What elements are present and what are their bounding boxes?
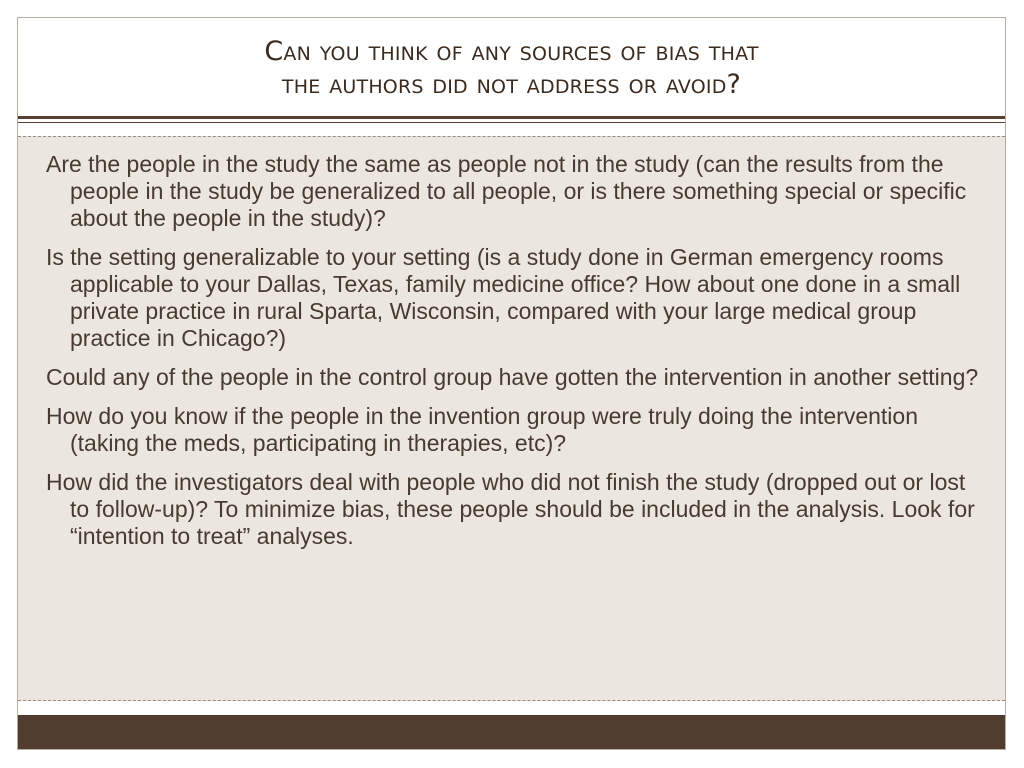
bullet-adherence: How do you know if the people in the invention group were truly doing the intervention (taking the meds, participating in therapies, etc)? [46, 403, 918, 456]
title-divider-thick [18, 116, 1005, 119]
bullet-generalizability-people: Are the people in the study the same as people not in the study (can the results from the people in the study be generalized to all people, or is there something special or specific about the people in the study)? [46, 151, 967, 231]
bullet-control-group-contamination: Could any of the people in the control group have gotten the intervention in another setting? [46, 364, 979, 390]
title-line-1: Can you think of any sources of bias that [264, 36, 759, 67]
footer-accent-bar [18, 715, 1005, 749]
title-line-2: the authors did not address or avoid? [281, 69, 742, 100]
bullet-generalizability-setting: Is the setting generalizable to your setting (is a study done in German emergency rooms applicable to your Dallas, Texas, family medicine office? How about one done in a small private practice in rural Sparta, Wisconsin, compared with your large medical group practice in Chicago?) [46, 244, 961, 351]
title-divider-thin [18, 122, 1005, 123]
content-panel [18, 136, 1005, 701]
slide [17, 17, 1006, 750]
bullet-loss-to-follow-up: How did the investigators deal with people who did not finish the study (dropped out or lost to follow-up)? To minimize bias, these people should be included in the analysis. Look for “intention to treat” analyses. [46, 469, 975, 549]
slide-title [18, 18, 1005, 118]
bullet-list [46, 151, 981, 562]
